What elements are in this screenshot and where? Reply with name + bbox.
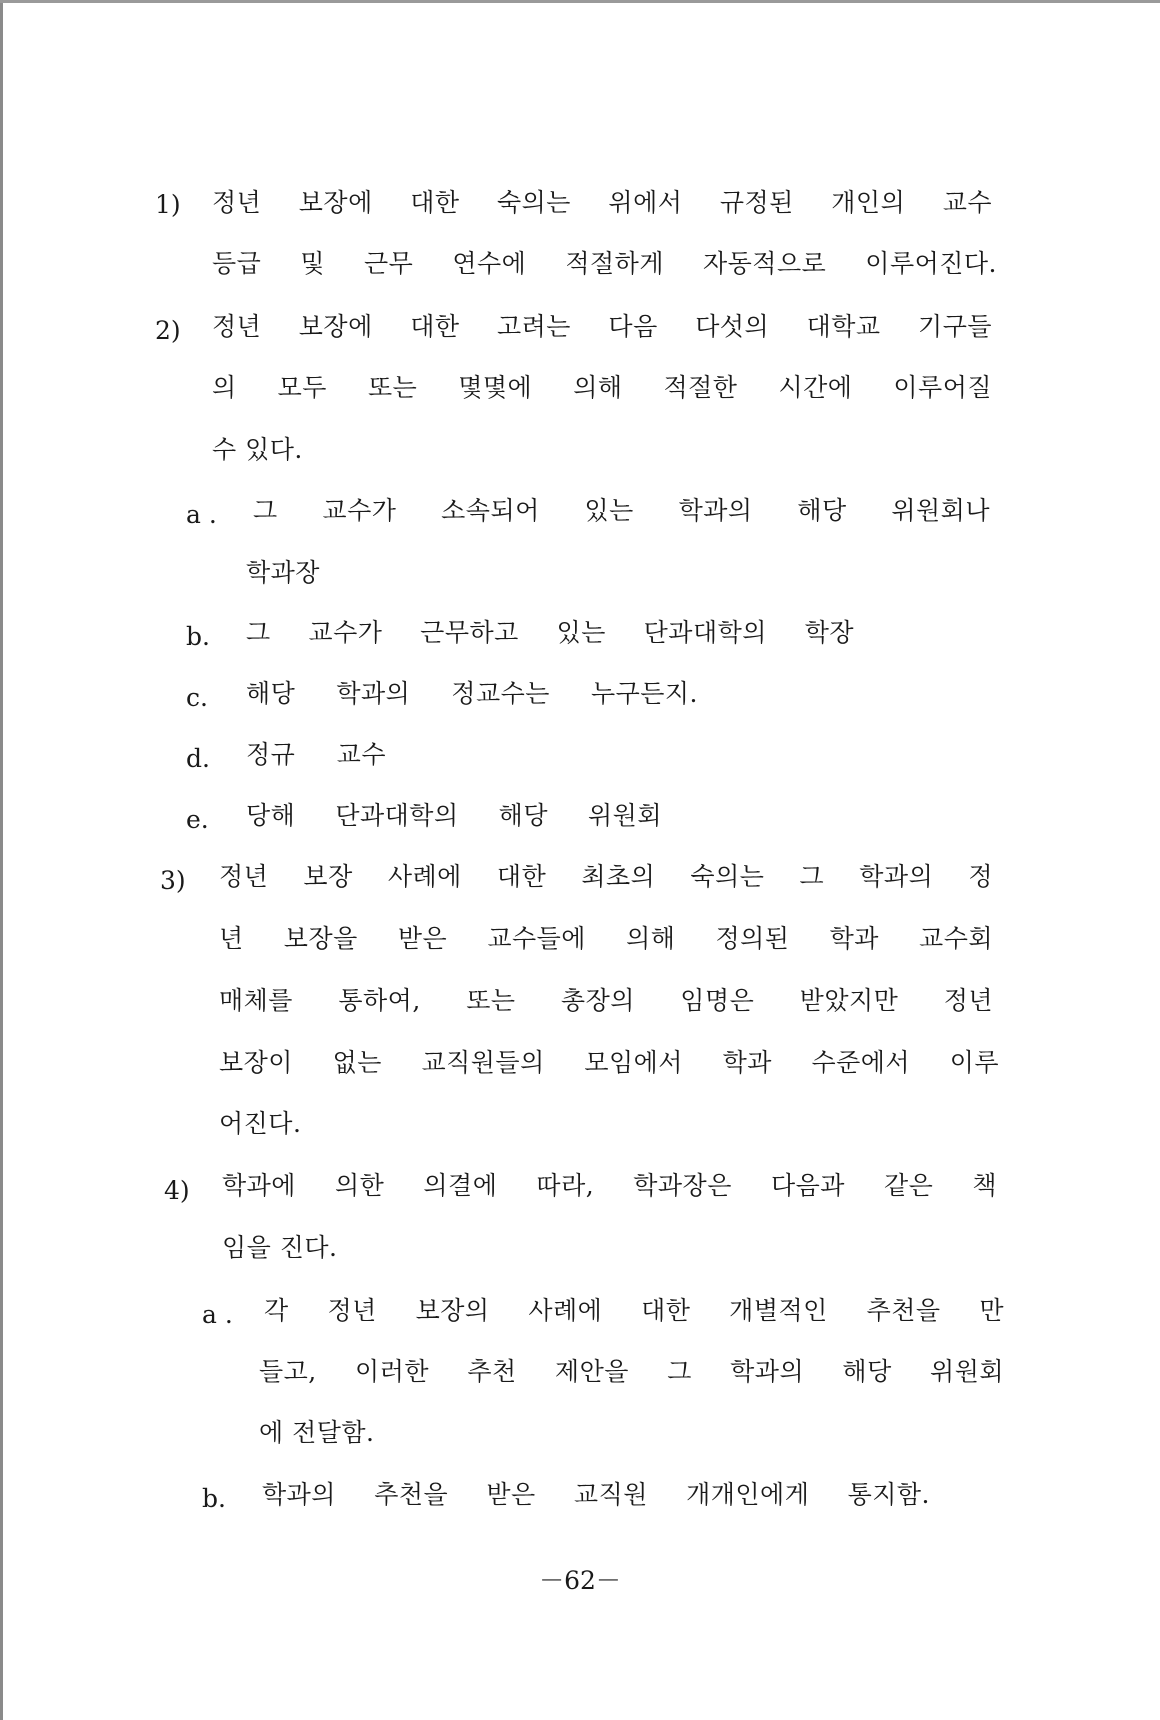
item-text-line: 의 모두 또는 몇몇에 의해 적절한 시간에 이루어질 [212, 373, 992, 402]
subitem-text-line: 그 교수가 소속되어 있는 학과의 해당 위원회나 [253, 496, 990, 525]
item-text-line: 등급 및 근무 연수에 적절하게 자동적으로 이루어진다. [212, 249, 997, 278]
page-number: －62－ [539, 1566, 621, 1595]
subitem-marker: e. [186, 805, 209, 834]
item-text-line: 매체를 통하여, 또는 총장의 임명은 받았지만 정년 [219, 986, 993, 1015]
page-border-top [0, 0, 1160, 3]
item-text-line: 정년 보장 사례에 대한 최초의 숙의는 그 학과의 정 [219, 862, 993, 891]
item-text-line: 어진다. [219, 1109, 302, 1138]
subitem-text-line: 학과의 추천을 받은 교직원 개개인에게 통지함. [262, 1480, 930, 1509]
subitem-text-line: 에 전달함. [259, 1418, 375, 1447]
subitem-marker: a . [202, 1300, 233, 1329]
item-text-line: 보장이 없는 교직원들의 모임에서 학과 수준에서 이루 [219, 1048, 999, 1077]
item-text-line: 학과에 의한 의결에 따라, 학과장은 다음과 같은 책 [222, 1171, 997, 1200]
subitem-text-line: 들고, 이러한 추천 제안을 그 학과의 해당 위원회 [259, 1357, 1004, 1386]
item-text-line: 정년 보장에 대한 숙의는 위에서 규정된 개인의 교수 [212, 188, 992, 217]
item-marker: 3) [160, 866, 186, 895]
item-marker: 2) [155, 316, 181, 345]
subitem-text-line: 당해 단과대학의 해당 위원회 [246, 801, 662, 830]
subitem-marker: c. [186, 683, 208, 712]
item-text-line: 수 있다. [212, 435, 303, 464]
page-border-left [0, 0, 3, 1720]
subitem-marker: b. [186, 622, 210, 651]
subitem-text-line: 그 교수가 근무하고 있는 단과대학의 학장 [246, 618, 854, 647]
subitem-marker: a . [186, 500, 217, 529]
subitem-text-line: 해당 학과의 정교수는 누구든지. [246, 679, 698, 708]
item-text-line: 임을 진다. [222, 1233, 338, 1262]
subitem-text-line: 정규 교수 [246, 740, 386, 769]
subitem-marker: b. [202, 1484, 226, 1513]
subitem-text-line: 각 정년 보장의 사례에 대한 개별적인 추천을 만 [264, 1296, 1004, 1325]
item-marker: 4) [164, 1176, 190, 1205]
subitem-text-line: 학과장 [246, 558, 320, 587]
item-text-line: 년 보장을 받은 교수들에 의해 정의된 학과 교수회 [219, 924, 993, 953]
subitem-marker: d. [186, 744, 210, 773]
item-text-line: 정년 보장에 대한 고려는 다음 다섯의 대학교 기구들 [212, 312, 992, 341]
item-marker: 1) [155, 190, 181, 219]
